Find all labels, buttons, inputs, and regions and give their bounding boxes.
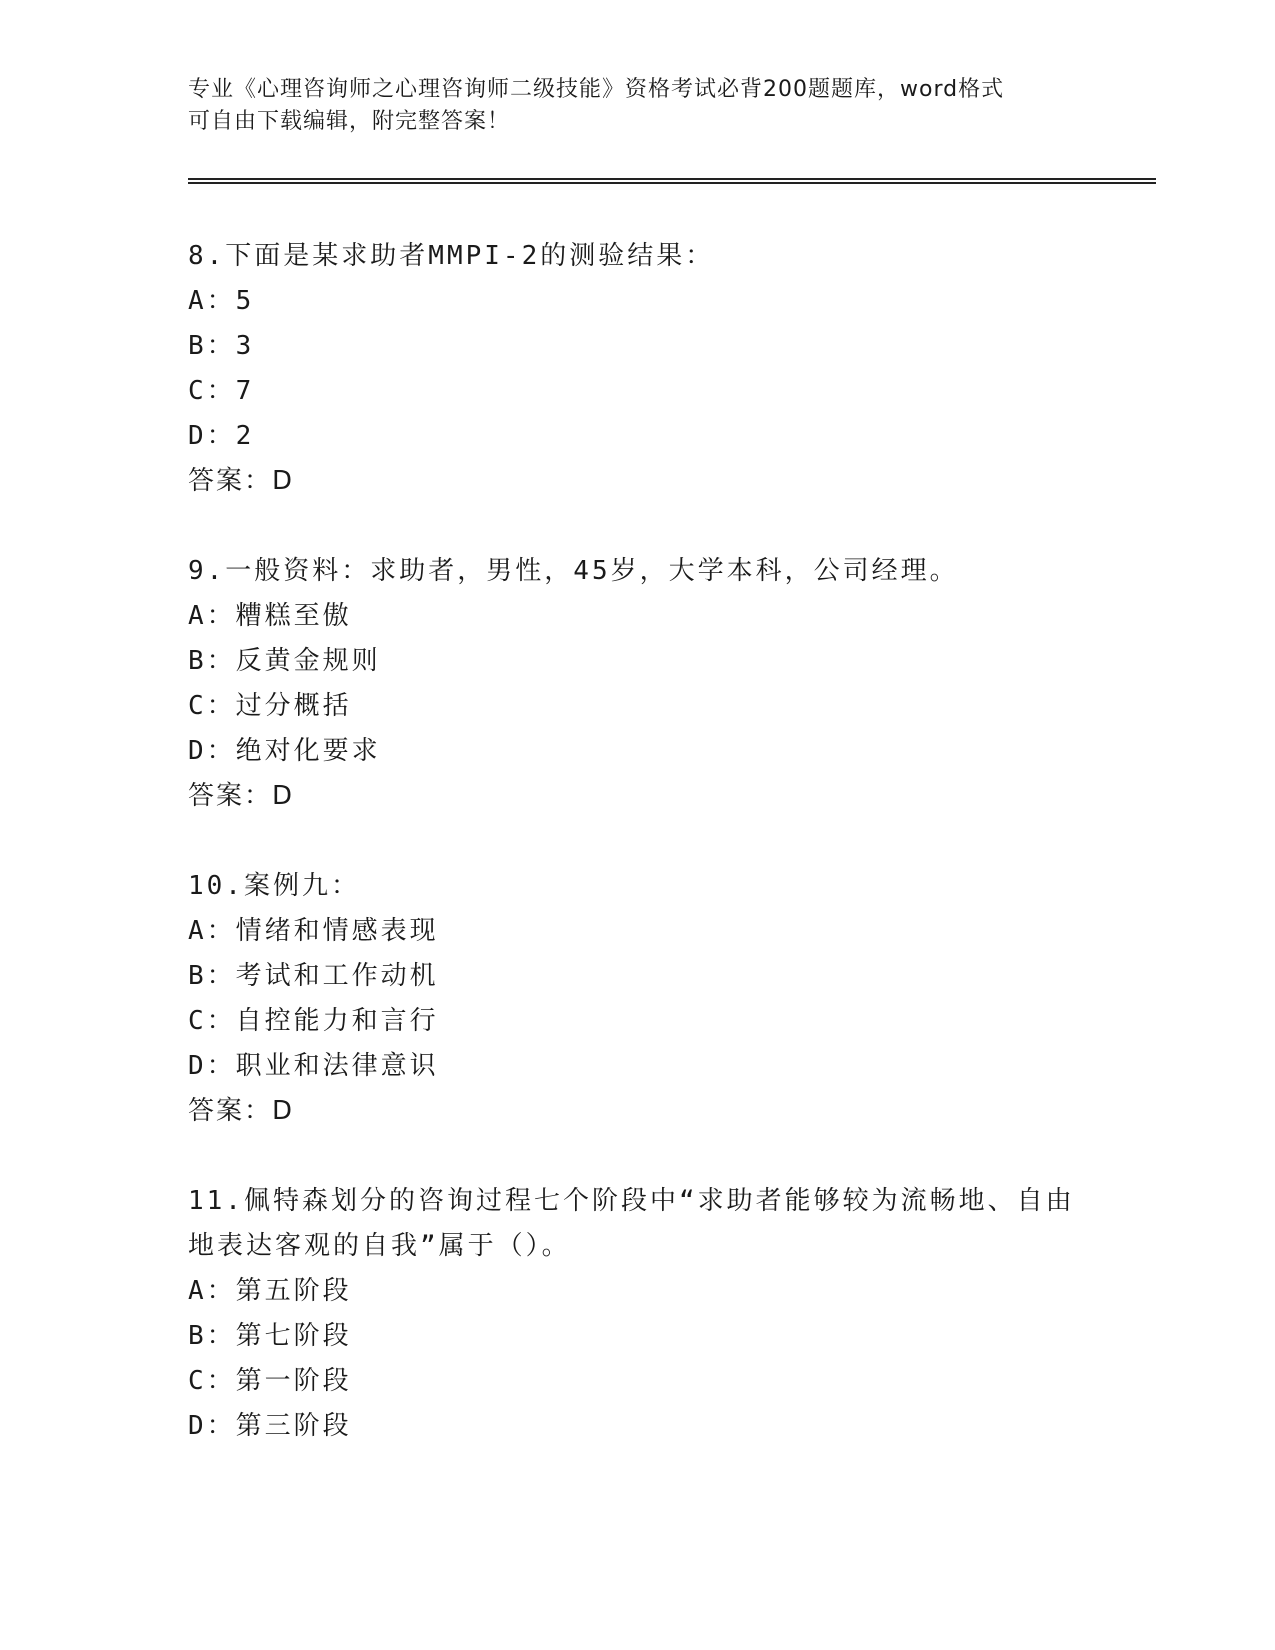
- option-b: B：反黄金规则: [188, 646, 381, 676]
- option-a: A：5: [188, 286, 255, 316]
- option-c: C：过分概括: [188, 691, 352, 721]
- header-divider: [188, 178, 1156, 184]
- question-text: 10.案例九：: [188, 871, 360, 901]
- question-text-line-1: 11.佩特森划分的咨询过程七个阶段中“求助者能够较为流畅地、自由: [188, 1186, 1075, 1216]
- answer-label: 答案：D: [188, 466, 295, 496]
- option-d: D：2: [188, 421, 255, 451]
- question-8: [188, 234, 1088, 504]
- question-text: 9.一般资料：求助者，男性，45岁，大学本科，公司经理。: [188, 556, 959, 586]
- option-a: A：第五阶段: [188, 1276, 352, 1306]
- answer-label: 答案：D: [188, 781, 295, 811]
- option-a: A：情绪和情感表现: [188, 916, 439, 946]
- question-text-line-2: 地表达客观的自我”属于（）。: [188, 1231, 571, 1261]
- option-d: D：职业和法律意识: [188, 1051, 439, 1081]
- option-b: B：3: [188, 331, 255, 361]
- option-c: C：第一阶段: [188, 1366, 352, 1396]
- option-c: C：7: [188, 376, 255, 406]
- option-c: C：自控能力和言行: [188, 1006, 439, 1036]
- header-title-line-1: 专业《心理咨询师之心理咨询师二级技能》资格考试必背200题题库，word格式: [188, 77, 1005, 102]
- document-header: [188, 74, 1088, 138]
- header-title-line-2: 可自由下载编辑，附完整答案！: [188, 109, 511, 134]
- question-list: [188, 234, 1088, 1494]
- question-11: [188, 1179, 1088, 1449]
- option-d: D：第三阶段: [188, 1411, 352, 1441]
- option-b: B：考试和工作动机: [188, 961, 439, 991]
- question-text: 8.下面是某求助者MMPI-2的测验结果：: [188, 241, 715, 271]
- question-9: [188, 549, 1088, 819]
- option-a: A：糟糕至傲: [188, 601, 352, 631]
- option-b: B：第七阶段: [188, 1321, 352, 1351]
- question-10: [188, 864, 1088, 1134]
- option-d: D：绝对化要求: [188, 736, 381, 766]
- answer-label: 答案：D: [188, 1096, 295, 1126]
